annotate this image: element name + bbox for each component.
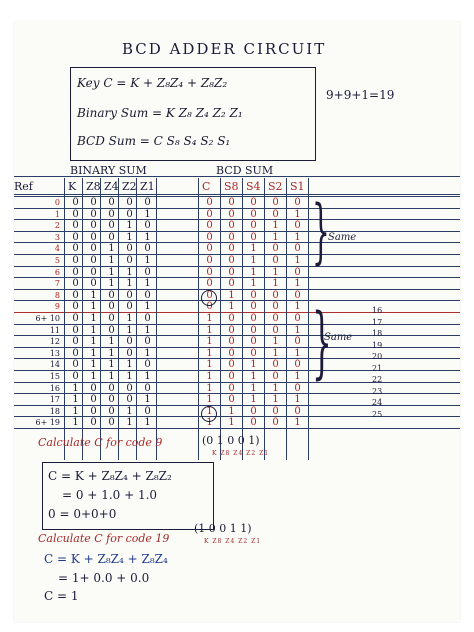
bcd-cell: 1 — [250, 359, 257, 371]
col-header-z2: Z2 — [122, 180, 137, 193]
binary-cell: 1 — [90, 336, 97, 348]
table-column-rule — [242, 178, 243, 460]
bcd-cell: 1 — [294, 231, 301, 243]
binary-cell: 0 — [72, 359, 79, 371]
binary-cell: 0 — [72, 313, 79, 324]
key-formula: Key C = K + Z₈Z₄ + Z₈Z₂ — [77, 76, 228, 90]
calc-label-9: Calculate C for code 9 — [38, 436, 163, 449]
row-ref: 5 — [54, 256, 60, 265]
bcd-cell: 0 — [228, 243, 235, 255]
binary-cell: 1 — [144, 394, 151, 406]
decimal-value: 23 — [372, 386, 383, 396]
bcd-cell: 0 — [206, 243, 213, 255]
bcd-cell: 0 — [228, 324, 235, 336]
binary-cell: 0 — [90, 197, 97, 208]
bcd-cell: 0 — [250, 231, 257, 243]
binary-cell: 0 — [72, 255, 79, 266]
binary-cell: 0 — [144, 405, 151, 417]
binary-cell: 0 — [144, 289, 151, 301]
binary-cell: 1 — [108, 371, 115, 382]
bcd-cell: 0 — [272, 301, 279, 313]
row-ref: 9 — [54, 302, 60, 312]
bcd-cell: 1 — [206, 313, 213, 324]
binary-cell: 0 — [108, 394, 115, 406]
bcd-cell: 0 — [206, 220, 213, 232]
binary-cell: 1 — [90, 324, 97, 336]
binary-cell: 1 — [126, 266, 133, 278]
binary-cell: 0 — [108, 197, 115, 208]
row-ref: 6 — [54, 267, 60, 277]
bcd-cell: 0 — [272, 359, 279, 371]
formula2-line1: C = K + Z₈Z₄ + Z₈Z₄ — [44, 552, 168, 566]
binary-cell: 1 — [108, 336, 115, 348]
bcd-cell: 1 — [228, 289, 235, 301]
row-ref: 4 — [54, 244, 60, 254]
decimal-value: 17 — [372, 317, 383, 327]
binary-cell: 1 — [72, 394, 79, 406]
binary-cell: 1 — [144, 301, 151, 313]
binary-cell: 0 — [72, 347, 79, 359]
page-title: BCD ADDER CIRCUIT — [122, 40, 327, 58]
binary-cell: 0 — [108, 208, 115, 220]
binary-cell: 1 — [108, 359, 115, 371]
bcd-cell: 1 — [272, 336, 279, 348]
binary-cell: 1 — [90, 301, 97, 313]
bcd-cell: 0 — [206, 301, 213, 313]
table-rule — [14, 196, 460, 197]
bcd-cell: 1 — [206, 371, 213, 382]
binary-cell: 0 — [108, 220, 115, 232]
bcd-cell: 1 — [206, 417, 213, 429]
binary-cell: 0 — [90, 278, 97, 290]
example-sum: 9+9+1=19 — [326, 88, 395, 102]
binary-cell: 0 — [90, 266, 97, 278]
bcd-cell: 1 — [250, 394, 257, 406]
binary-cell: 0 — [90, 417, 97, 429]
binary-cell: 0 — [144, 382, 151, 394]
bcd-cell: 1 — [272, 394, 279, 406]
bcd-cell: 0 — [272, 371, 279, 382]
bcd-cell: 0 — [294, 243, 301, 255]
binary-cell: 1 — [108, 266, 115, 278]
binary-cell: 1 — [126, 324, 133, 336]
bcd-cell: 1 — [272, 220, 279, 232]
formula-line2: = 0 + 1.0 + 1.0 — [62, 488, 158, 502]
binary-cell: 0 — [108, 313, 115, 324]
calc-sub-9: K Z8 Z4 Z2 Z1 — [212, 450, 270, 457]
bcd-cell: 1 — [206, 394, 213, 406]
binary-cell: 0 — [72, 371, 79, 382]
binary-cell: 1 — [144, 231, 151, 243]
bcd-cell: 1 — [272, 382, 279, 394]
decimal-value: 16 — [372, 306, 383, 315]
col-header-c: C — [202, 180, 211, 193]
bcd-cell: 0 — [250, 405, 257, 417]
binary-cell: 1 — [126, 313, 133, 324]
binary-cell: 0 — [72, 336, 79, 348]
bcd-cell: 1 — [294, 278, 301, 290]
row-ref: 11 — [49, 325, 60, 335]
row-ref: 6+ 19 — [35, 418, 60, 428]
binary-cell: 0 — [108, 324, 115, 336]
bcd-cell: 0 — [294, 197, 301, 208]
bcd-cell: 1 — [206, 336, 213, 348]
bcd-cell: 0 — [228, 359, 235, 371]
bcd-cell: 1 — [228, 301, 235, 313]
binary-cell: 0 — [126, 255, 133, 266]
binary-cell: 1 — [90, 347, 97, 359]
bcd-cell: 1 — [294, 324, 301, 336]
binary-cell: 1 — [108, 347, 115, 359]
binary-cell: 0 — [72, 231, 79, 243]
bcd-cell: 0 — [294, 405, 301, 417]
bcd-cell: 0 — [206, 266, 213, 278]
formula2-line2: = 1+ 0.0 + 0.0 — [58, 571, 150, 585]
table-column-rule — [264, 178, 265, 460]
bcd-cell: 1 — [272, 266, 279, 278]
bcd-cell: 0 — [250, 197, 257, 208]
bcd-cell: 0 — [294, 289, 301, 301]
binary-cell: 0 — [144, 243, 151, 255]
table-column-rule — [64, 178, 65, 460]
binary-cell: 0 — [144, 313, 151, 324]
bcd-cell: 1 — [294, 417, 301, 429]
binary-cell: 0 — [72, 266, 79, 278]
binary-cell: 0 — [72, 208, 79, 220]
binary-cell: 0 — [126, 382, 133, 394]
binary-cell: 0 — [126, 336, 133, 348]
row-ref: 18 — [49, 406, 60, 416]
binary-cell: 1 — [72, 382, 79, 394]
binary-cell: 0 — [90, 382, 97, 394]
row-ref: 1 — [54, 209, 60, 219]
binary-cell: 0 — [108, 231, 115, 243]
bcd-cell: 1 — [250, 278, 257, 290]
bcd-cell: 0 — [228, 266, 235, 278]
bcd-cell: 0 — [228, 255, 235, 266]
binary-cell: 0 — [72, 301, 79, 313]
binary-cell: 1 — [126, 371, 133, 382]
binary-cell: 0 — [144, 197, 151, 208]
row-ref: 13 — [49, 348, 60, 358]
binary-sum-heading: BINARY SUM — [70, 164, 147, 177]
binary-cell: 0 — [126, 289, 133, 301]
bcd-cell: 0 — [272, 197, 279, 208]
binary-cell: 0 — [126, 243, 133, 255]
bcd-cell: 0 — [250, 289, 257, 301]
bcd-cell: 1 — [228, 417, 235, 429]
binary-cell: 1 — [144, 208, 151, 220]
bcd-cell: 0 — [272, 324, 279, 336]
decimal-value: 21 — [372, 363, 383, 373]
binary-cell: 1 — [126, 417, 133, 429]
table-rule — [14, 176, 460, 177]
bcd-cell: 0 — [250, 324, 257, 336]
bcd-cell: 1 — [250, 371, 257, 382]
row-ref: 7 — [54, 279, 60, 289]
binary-cell: 1 — [144, 347, 151, 359]
bcd-cell: 0 — [250, 208, 257, 220]
table-column-rule — [198, 178, 199, 460]
binary-cell: 0 — [72, 243, 79, 255]
bcd-cell: 1 — [294, 347, 301, 359]
binary-cell: 1 — [126, 359, 133, 371]
binary-cell: 1 — [90, 313, 97, 324]
bcd-cell: 0 — [272, 208, 279, 220]
bcd-cell: 1 — [294, 301, 301, 313]
bcd-sum-heading: BCD SUM — [216, 164, 274, 177]
bcd-cell: 0 — [250, 417, 257, 429]
binary-cell: 0 — [108, 417, 115, 429]
bcd-cell: 0 — [206, 278, 213, 290]
bcd-cell: 1 — [250, 266, 257, 278]
decimal-value: 19 — [372, 340, 383, 350]
binary-cell: 1 — [144, 417, 151, 429]
col-header-z1: Z1 — [140, 180, 155, 193]
bcd-cell: 1 — [272, 278, 279, 290]
formula-line3: 0 = 0+0+0 — [48, 507, 117, 521]
bcd-cell: 0 — [206, 289, 213, 301]
binary-cell: 1 — [144, 324, 151, 336]
bcd-cell: 0 — [272, 255, 279, 266]
bcd-cell: 1 — [250, 243, 257, 255]
bcd-cell: 1 — [294, 371, 301, 382]
bcd-cell: 0 — [206, 208, 213, 220]
decimal-value: 24 — [372, 398, 383, 407]
binary-cell: 1 — [144, 371, 151, 382]
binary-cell: 0 — [108, 289, 115, 301]
col-header-z8: Z8 — [86, 180, 101, 193]
decimal-value: 22 — [372, 375, 383, 384]
binary-cell: 0 — [126, 347, 133, 359]
row-ref: 15 — [49, 372, 60, 381]
bcd-cell: 0 — [228, 313, 235, 324]
bcd-cell: 1 — [228, 405, 235, 417]
row-ref: 2 — [54, 221, 60, 231]
bcd-cell: 0 — [228, 371, 235, 382]
binary-cell: 1 — [90, 359, 97, 371]
col-header-s8: S8 — [224, 180, 239, 193]
binary-cell: 1 — [126, 231, 133, 243]
col-header-s2: S2 — [268, 180, 283, 193]
bcd-cell: 1 — [250, 382, 257, 394]
bcd-cell: 0 — [206, 231, 213, 243]
bcd-cell: 1 — [206, 359, 213, 371]
notebook-page — [14, 22, 460, 622]
decimal-value: 18 — [372, 329, 383, 338]
bcd-cell: 0 — [228, 336, 235, 348]
bcd-cell: 1 — [250, 255, 257, 266]
binary-cell: 0 — [72, 197, 79, 208]
row-ref: 6+ 10 — [35, 314, 60, 323]
row-ref: 17 — [49, 395, 60, 405]
bcd-cell: 0 — [250, 313, 257, 324]
bcd-cell: 1 — [272, 347, 279, 359]
col-header-ref: Ref — [14, 180, 33, 193]
row-ref: 14 — [49, 360, 60, 370]
decimal-value: 20 — [372, 352, 383, 361]
bcd-cell: 1 — [294, 255, 301, 266]
bcd-cell: 1 — [272, 231, 279, 243]
bcd-cell: 1 — [294, 208, 301, 220]
bcd-cell: 0 — [228, 197, 235, 208]
binary-cell: 0 — [90, 208, 97, 220]
table-rule — [14, 194, 460, 195]
bcd-cell: 0 — [272, 417, 279, 429]
bcd-cell: 1 — [206, 347, 213, 359]
bcd-cell: 0 — [228, 382, 235, 394]
row-ref: 3 — [54, 232, 60, 242]
binary-cell: 1 — [90, 371, 97, 382]
binary-cell: 0 — [90, 220, 97, 232]
calc-digits-9: (0 1 0 0 1) — [202, 434, 260, 447]
calc-digits-19: (1 0 0 1 1) — [194, 522, 252, 535]
formula-line1: C = K + Z₈Z₄ + Z₈Z₂ — [48, 469, 172, 483]
bcd-cell: 0 — [294, 313, 301, 324]
bcd-cell: 0 — [206, 197, 213, 208]
binary-cell: 1 — [108, 255, 115, 266]
bcd-cell: 0 — [228, 208, 235, 220]
binary-cell: 1 — [72, 405, 79, 417]
bcd-cell: 0 — [272, 405, 279, 417]
decimal-value: 25 — [372, 409, 383, 419]
same-label-upper: Same — [328, 232, 357, 243]
binary-cell: 0 — [72, 289, 79, 301]
binary-cell: 0 — [90, 405, 97, 417]
row-ref: 12 — [49, 337, 60, 347]
binary-cell: 1 — [144, 255, 151, 266]
binary-cell: 1 — [126, 220, 133, 232]
bcd-cell: 0 — [272, 243, 279, 255]
bcd-cell: 0 — [250, 301, 257, 313]
bcd-cell: 1 — [206, 324, 213, 336]
binary-cell: 0 — [72, 324, 79, 336]
bcd-cell: 0 — [294, 359, 301, 371]
table-column-rule — [156, 178, 157, 460]
bcd-cell: 0 — [228, 394, 235, 406]
formula2-line3: C = 1 — [44, 589, 79, 603]
binary-cell: 1 — [126, 405, 133, 417]
bcd-sum-formula: BCD Sum = C S₈ S₄ S₂ S₁ — [77, 134, 231, 148]
bcd-cell: 0 — [250, 347, 257, 359]
binary-cell: 0 — [90, 231, 97, 243]
bcd-cell: 0 — [250, 336, 257, 348]
key-box — [70, 67, 316, 161]
row-ref: 16 — [49, 383, 60, 393]
binary-cell: 1 — [144, 278, 151, 290]
bcd-cell: 0 — [228, 278, 235, 290]
table-column-rule — [286, 178, 287, 460]
binary-cell: 0 — [90, 255, 97, 266]
bcd-cell: 0 — [272, 313, 279, 324]
binary-cell: 0 — [144, 336, 151, 348]
row-ref: 0 — [54, 198, 60, 207]
col-header-k: K — [68, 180, 77, 193]
binary-cell: 1 — [72, 417, 79, 429]
binary-cell: 0 — [126, 208, 133, 220]
row-ref: 8 — [54, 290, 60, 300]
brace-lower: } — [312, 298, 332, 388]
bcd-cell: 0 — [228, 220, 235, 232]
binary-cell: 0 — [126, 301, 133, 313]
binary-cell: 0 — [126, 394, 133, 406]
binary-cell: 0 — [90, 394, 97, 406]
bcd-cell: 1 — [294, 394, 301, 406]
binary-cell: 0 — [108, 301, 115, 313]
bcd-cell: 0 — [294, 220, 301, 232]
calc-sub-19: K Z8 Z4 Z2 Z1 — [204, 538, 262, 545]
binary-cell: 1 — [108, 243, 115, 255]
brace-upper: } — [312, 190, 330, 272]
bcd-cell: 0 — [228, 231, 235, 243]
bcd-cell: 0 — [294, 382, 301, 394]
same-label-lower: Same — [324, 332, 353, 343]
binary-cell: 0 — [108, 382, 115, 394]
binary-cell: 1 — [108, 278, 115, 290]
binary-cell: 1 — [126, 278, 133, 290]
table-column-rule — [308, 178, 309, 460]
table-column-rule — [220, 178, 221, 460]
bcd-cell: 0 — [294, 266, 301, 278]
binary-cell: 0 — [144, 359, 151, 371]
binary-cell: 0 — [126, 197, 133, 208]
bcd-cell: 0 — [272, 289, 279, 301]
calc-label-19: Calculate C for code 19 — [38, 532, 170, 545]
binary-cell: 1 — [90, 289, 97, 301]
bcd-cell: 0 — [228, 347, 235, 359]
binary-cell: 0 — [72, 278, 79, 290]
binary-cell: 0 — [72, 220, 79, 232]
col-header-z4: Z4 — [104, 180, 119, 193]
bcd-cell: 1 — [206, 405, 213, 417]
circled-c-row19 — [201, 406, 217, 422]
binary-sum-formula: Binary Sum = K Z₈ Z₄ Z₂ Z₁ — [77, 106, 243, 120]
circled-c-row9 — [201, 290, 217, 306]
bcd-cell: 0 — [294, 336, 301, 348]
bcd-cell: 0 — [206, 255, 213, 266]
binary-cell: 0 — [144, 220, 151, 232]
bcd-cell: 1 — [206, 382, 213, 394]
bcd-cell: 0 — [250, 220, 257, 232]
col-header-s1: S1 — [290, 180, 305, 193]
binary-cell: 0 — [108, 405, 115, 417]
binary-cell: 0 — [90, 243, 97, 255]
binary-cell: 0 — [144, 266, 151, 278]
col-header-s4: S4 — [246, 180, 261, 193]
